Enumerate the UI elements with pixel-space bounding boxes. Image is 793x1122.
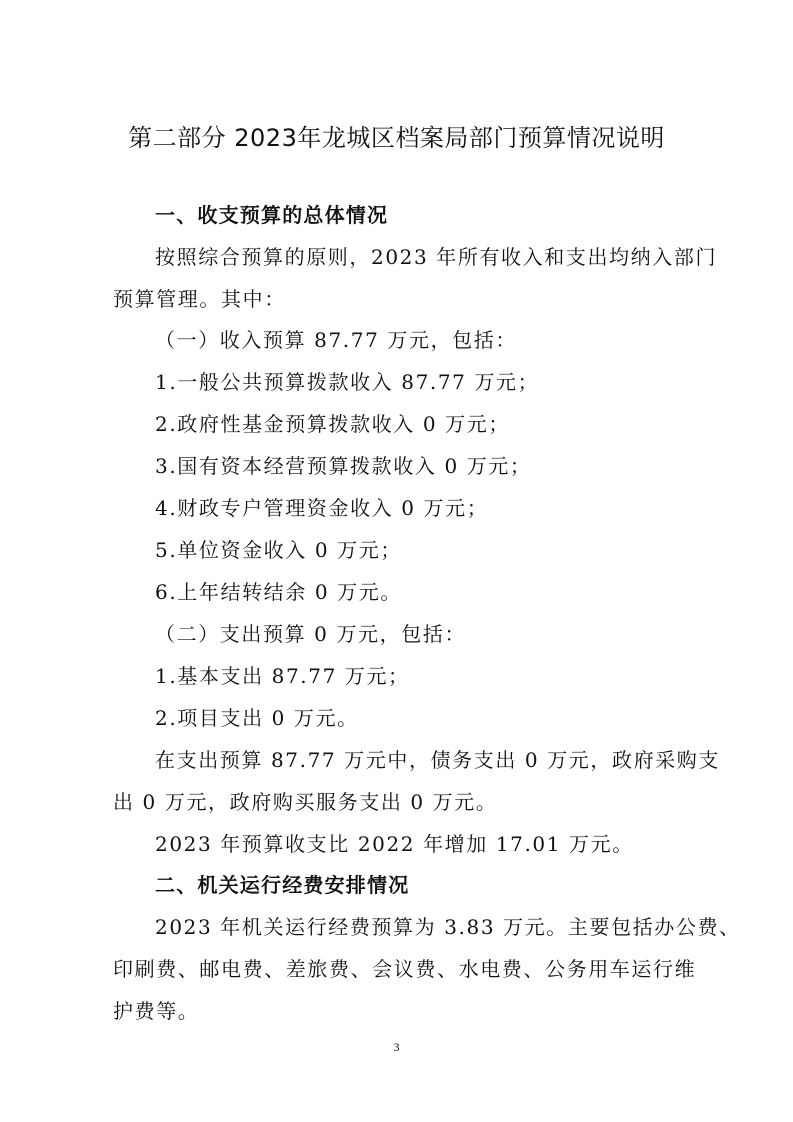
list-item: 1.基本支出 87.77 万元； [155,664,410,688]
paragraph-line: 2023 年预算收支比 2022 年增加 17.01 万元。 [155,832,634,856]
paragraph-line: 印刷费、邮电费、差旅费、会议费、水电费、公务用车运行维 [113,957,697,981]
list-item: 2.项目支出 0 万元。 [155,706,359,730]
income-heading: （一）收入预算 87.77 万元，包括： [155,328,517,352]
page-number: 3 [393,1040,400,1054]
paragraph-line: 护费等。 [113,999,200,1023]
section-heading-overview: 一、收支预算的总体情况 [155,203,389,227]
section-heading-operating-funds: 二、机关运行经费安排情况 [155,873,410,897]
paragraph-line: 在支出预算 87.77 万元中，债务支出 0 万元，政府采购支 [155,748,721,772]
list-item: 1.一般公共预算拨款收入 87.77 万元； [155,370,540,394]
expense-heading: （二）支出预算 0 万元，包括： [155,622,467,646]
list-item: 4.财政专户管理资金收入 0 万元； [155,496,489,520]
list-item: 2.政府性基金预算拨款收入 0 万元； [155,412,510,436]
paragraph-line: 按照综合预算的原则，2023 年所有收入和支出均纳入部门 [155,245,718,269]
paragraph-line: 2023 年机关运行经费预算为 3.83 万元。主要包括办公费、 [155,915,741,939]
paragraph-line: 出 0 万元，政府购买服务支出 0 万元。 [113,790,498,814]
paragraph-line: 预算管理。其中： [113,287,286,311]
page-title: 第二部分 2023年龙城区档案局部门预算情况说明 [128,124,665,152]
list-item: 3.国有资本经营预算拨款收入 0 万元； [155,454,532,478]
list-item: 5.单位资金收入 0 万元； [155,538,402,562]
list-item: 6.上年结转结余 0 万元。 [155,580,402,604]
